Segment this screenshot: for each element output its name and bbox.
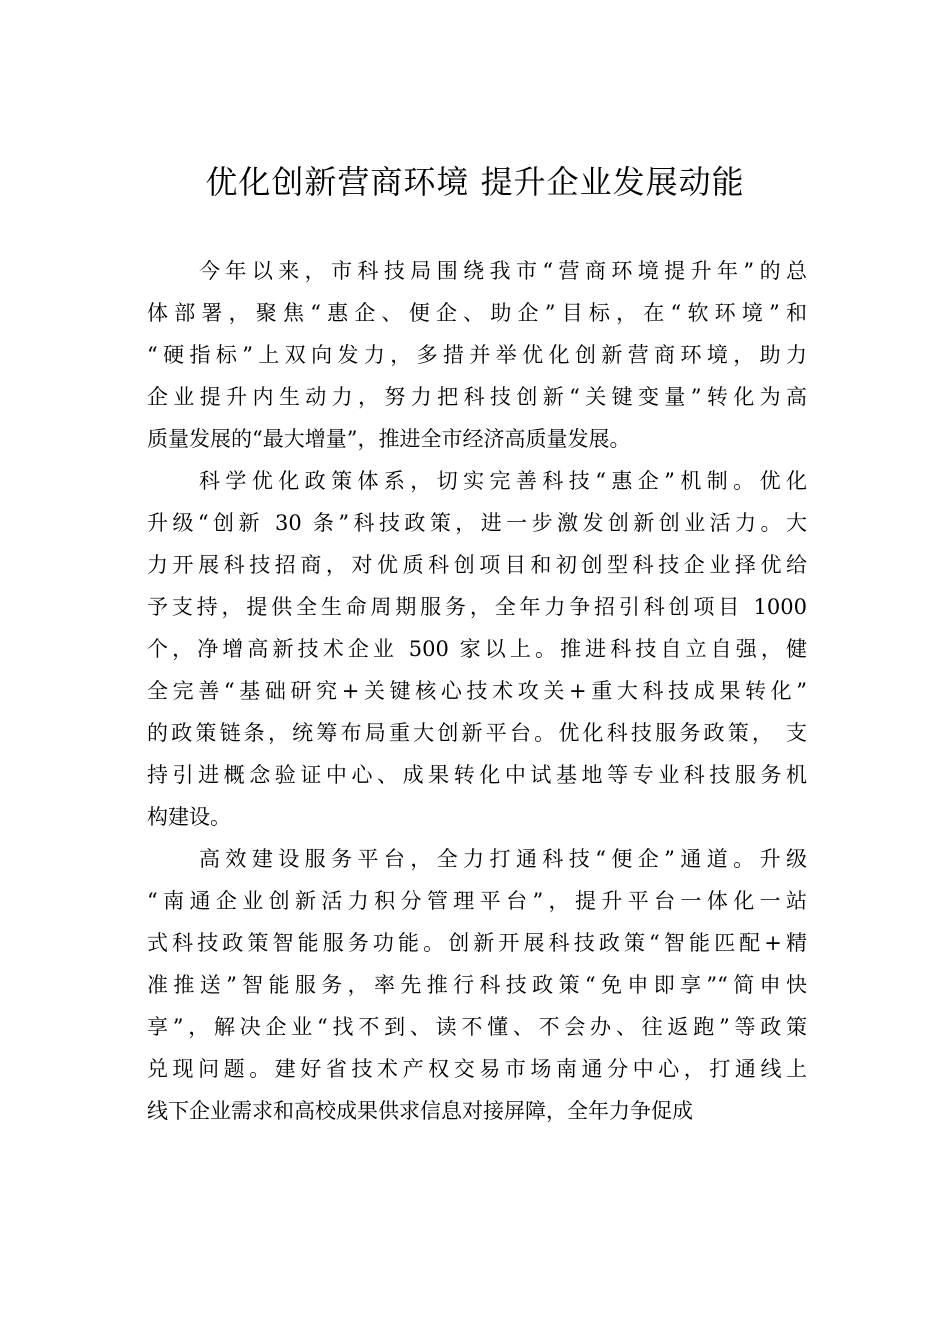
- paragraph-3: [147, 838, 807, 1132]
- paragraph-line: 予支持，提供全生命周期服务，全年力争招引科创项目 1000: [147, 595, 807, 619]
- paragraph-line: 准推送”智能服务，率先推行科技政策“免申即享”“简申快: [147, 973, 807, 997]
- paragraph-line: 享”，解决企业“找不到、读不懂、不会办、往返跑”等政策: [147, 1015, 807, 1039]
- paragraph-line: 构建设。: [147, 805, 231, 829]
- paragraph-line: 的政策链条，统筹布局重大创新平台。优化科技服务政策， 支: [147, 721, 807, 745]
- paragraph-line: 高效建设服务平台，全力打通科技“便企”通道。升级: [199, 847, 807, 871]
- paragraph-line: “南通企业创新活力积分管理平台”，提升平台一体化一站: [147, 889, 807, 913]
- paragraph-line: 企业提升内生动力，努力把科技创新“关键变量”转化为高: [147, 385, 807, 409]
- document-body: [147, 250, 807, 1132]
- document-title: 优化创新营商环境 提升企业发展动能: [205, 163, 745, 201]
- paragraph-line: 质量发展的“最大增量”，推进全市经济高质量发展。: [147, 427, 631, 451]
- paragraph-line: 力开展科技招商，对优质科创项目和初创型科技企业择优给: [147, 553, 807, 577]
- paragraph-line: 升级“创新 30 条”科技政策，进一步激发创新创业活力。大: [147, 511, 807, 535]
- paragraph-line: 兑现问题。建好省技术产权交易市场南通分中心，打通线上: [147, 1057, 807, 1081]
- paragraph-line: 个，净增高新技术企业 500 家以上。推进科技自立自强，健: [147, 637, 807, 661]
- paragraph-1: [147, 250, 807, 460]
- paragraph-line: 全完善“基础研究+关键核心技术攻关+重大科技成果转化”: [147, 679, 807, 703]
- paragraph-line: 线下企业需求和高校成果供求信息对接屏障，全年力争促成: [147, 1099, 693, 1123]
- paragraph-line: 持引进概念验证中心、成果转化中试基地等专业科技服务机: [147, 763, 807, 787]
- paragraph-line: 体部署，聚焦“惠企、便企、助企”目标，在“软环境”和: [147, 301, 807, 325]
- paragraph-line: 今年以来，市科技局围绕我市“营商环境提升年”的总: [199, 259, 807, 283]
- paragraph-line: 式科技政策智能服务功能。创新开展科技政策“智能匹配+精: [147, 931, 807, 955]
- paragraph-line: 科学优化政策体系，切实完善科技“惠企”机制。优化: [199, 469, 807, 493]
- paragraph-line: “硬指标”上双向发力，多措并举优化创新营商环境，助力: [147, 343, 807, 367]
- paragraph-2: [147, 460, 807, 838]
